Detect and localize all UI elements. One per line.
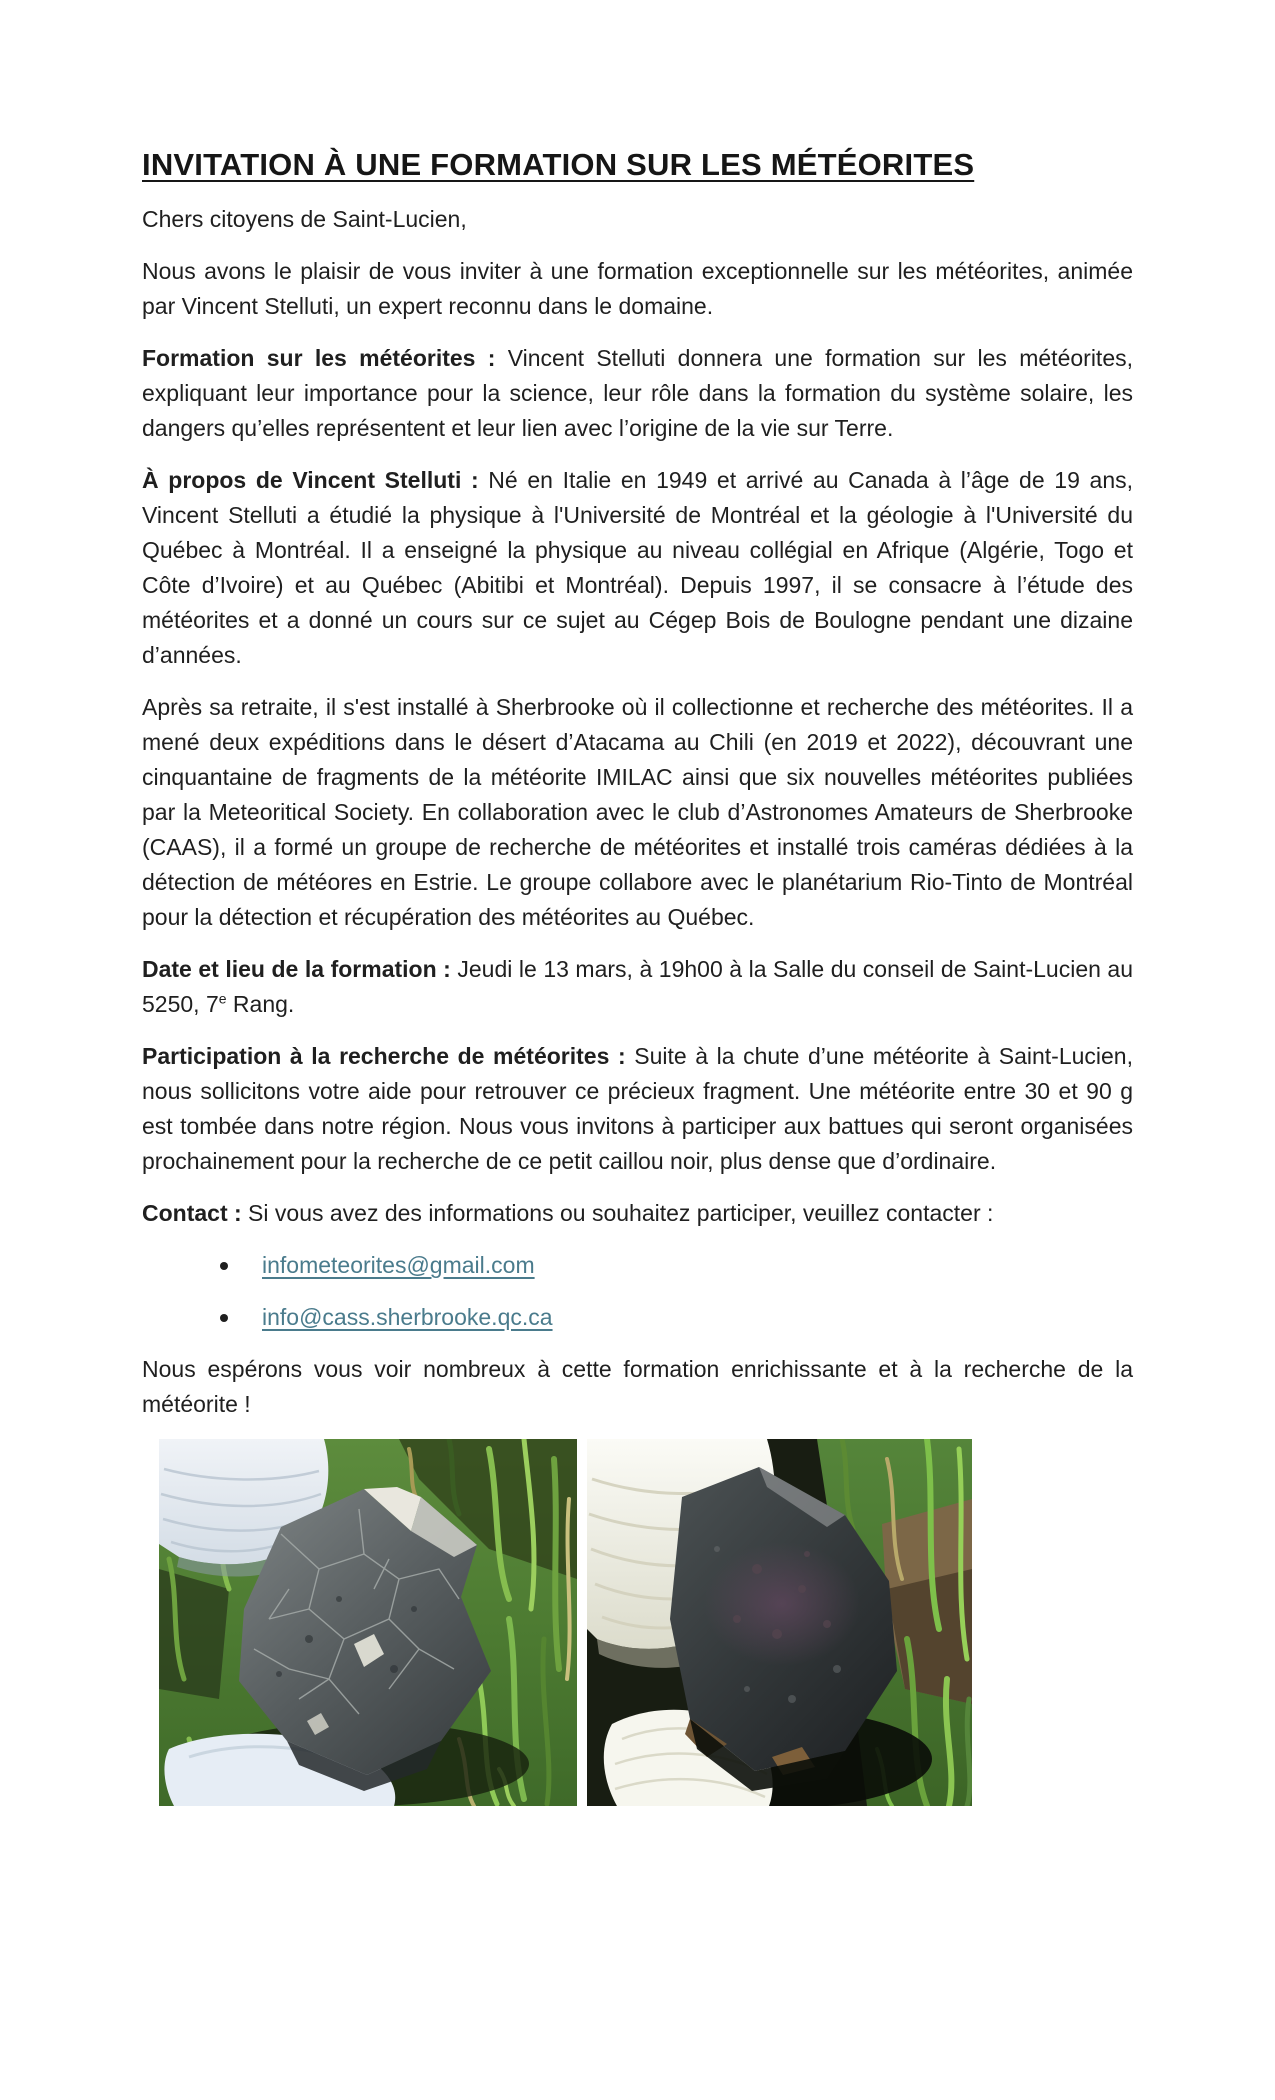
page-title: INVITATION À UNE FORMATION SUR LES MÉTÉORITES	[142, 147, 975, 182]
contact-email-list	[142, 1248, 1133, 1335]
list-item	[142, 1248, 1133, 1283]
ordinal-superscript: e	[218, 990, 227, 1007]
paragraph-formation-body: Vincent Stelluti donnera une formation sur les météorites, expliquant leur importance pour la science, leur rôle dans la formation du système solaire, les dangers qu’elles représentent et leur lien avec l’origine de la vie sur Terre.	[142, 345, 1133, 441]
paragraph-apropos-lead: À propos de Vincent Stelluti :	[142, 467, 479, 493]
paragraph-date	[142, 952, 1133, 1022]
paragraph-intro: Nous avons le plaisir de vous inviter à une formation exceptionnelle sur les météorites, animée par Vincent Stelluti, un expert reconnu dans le domaine.	[142, 258, 1133, 319]
email-link-caas[interactable]: info@cass.sherbrooke.qc.ca	[262, 1304, 553, 1330]
paragraph-apropos-body: Né en Italie en 1949 et arrivé au Canada à l’âge de 19 ans, Vincent Stelluti a étudié la physique à l'Université de Montréal et la géologie à l'Université du Québec à Montréal. Il a enseigné la physique au niveau collégial en Afrique (Algérie, Togo et Côte d’Ivoire) et au Québec (Abitibi et Montréal). Depuis 1997, il se consacre à l’étude des météorites et a donné un cours sur ce sujet au Cégep Bois de Boulogne pendant une dizaine d’années.	[142, 467, 1133, 668]
paragraph-formation-lead: Formation sur les météorites :	[142, 345, 496, 371]
list-item	[142, 1300, 1133, 1335]
paragraph-greeting: Chers citoyens de Saint-Lucien,	[142, 206, 467, 232]
paragraph-date-lead: Date et lieu de la formation :	[142, 956, 451, 982]
paragraph-contact-body: Si vous avez des informations ou souhaitez participer, veuillez contacter :	[241, 1200, 994, 1226]
meteorite-photos-row	[159, 1439, 1133, 1806]
paragraph-contact	[142, 1196, 1133, 1231]
meteorite-photo-right	[587, 1439, 972, 1806]
bullet-icon	[220, 1262, 228, 1270]
paragraph-contact-lead: Contact :	[142, 1200, 242, 1226]
paragraph-retraite: Après sa retraite, il s'est installé à Sherbrooke où il collectionne et recherche des météorites. Il a mené deux expéditions dans le désert d’Atacama au Chili (en 2019 et 2022), découvrant une cinquantaine de fragments de la météorite IMILAC ainsi que six nouvelles météorites publiées par la Meteoritical Society. En collaboration avec le club d’Astronomes Amateurs de Sherbrooke (CAAS), il a formé un groupe de recherche de météorites et installé trois caméras dédiées à la détection de météores en Estrie. Le groupe collabore avec le planétarium Rio-Tinto de Montréal pour la détection et récupération des météorites au Québec.	[142, 694, 1133, 930]
paragraph-date-body: Jeudi le 13 mars, à 19h00 à la Salle du conseil de Saint-Lucien au 5250, 7	[142, 956, 1134, 1017]
paragraph-participation-lead: Participation à la recherche de météorites :	[142, 1043, 626, 1069]
paragraph-date-body-end: Rang.	[226, 991, 295, 1017]
email-link-gmail[interactable]: infometeorites@gmail.com	[262, 1252, 535, 1278]
meteorite-photo-left	[159, 1439, 577, 1806]
bullet-icon	[220, 1314, 228, 1322]
paragraph-participation-body: Suite à la chute d’une météorite à Saint-Lucien, nous sollicitons votre aide pour retrouver ce précieux fragment. Une météorite entre 30 et 90 g est tombée dans notre région. Nous vous invitons à participer aux battues qui seront organisées prochainement pour la recherche de ce petit caillou noir, plus dense que d’ordinaire.	[142, 1043, 1133, 1174]
paragraph-formation	[142, 341, 1133, 446]
paragraph-apropos	[142, 463, 1133, 673]
paragraph-participation	[142, 1039, 1133, 1179]
paragraph-closing: Nous espérons vous voir nombreux à cette formation enrichissante et à la recherche de la météorite !	[142, 1356, 1133, 1417]
